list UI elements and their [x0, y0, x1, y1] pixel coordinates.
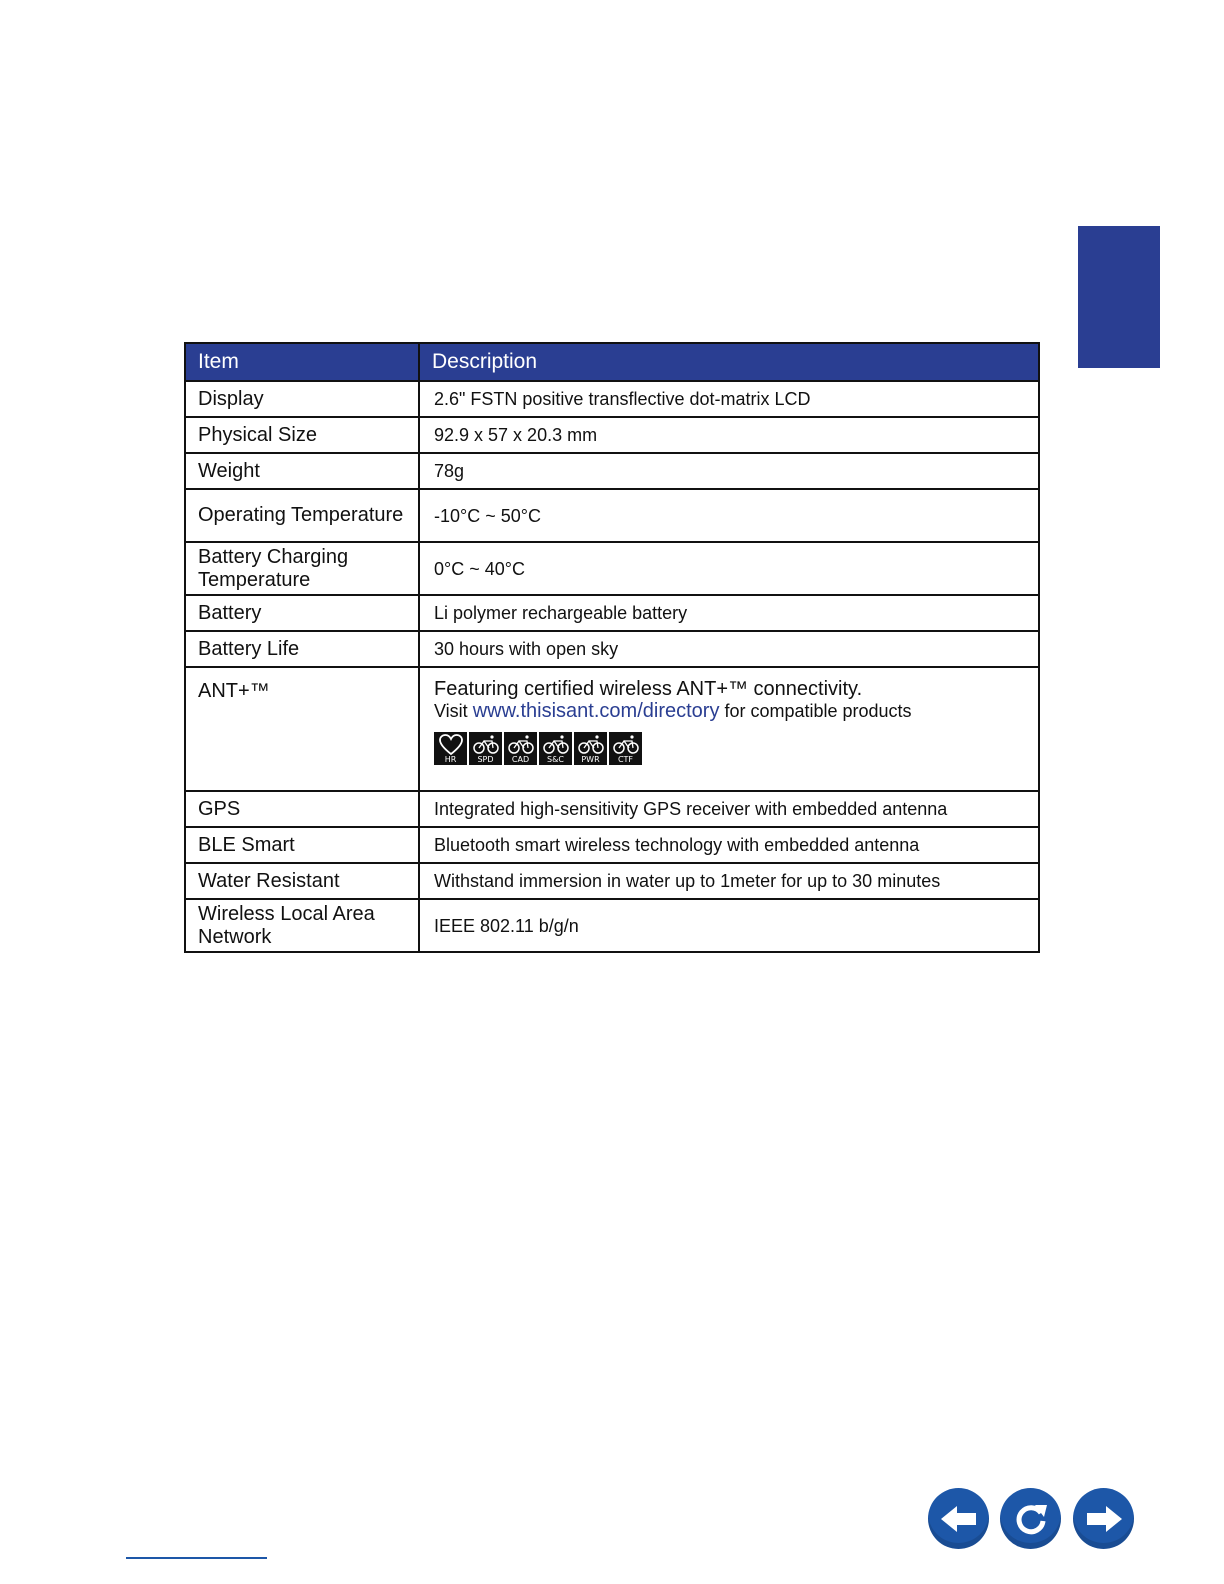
row-description: 2.6" FSTN positive transflective dot-matrix LCD	[419, 381, 1039, 417]
badge-label: CTF	[617, 755, 634, 764]
ant-visit-line	[434, 700, 1024, 722]
table-header-row	[185, 343, 1039, 381]
header-description: Description	[419, 343, 1039, 381]
badge-label: SPD	[477, 755, 494, 764]
table-row	[185, 542, 1039, 595]
table-row	[185, 417, 1039, 453]
badge-label: CAD	[511, 755, 530, 764]
ant-badge-pwr	[574, 732, 607, 765]
bike-icon	[612, 734, 640, 756]
row-description: 92.9 x 57 x 20.3 mm	[419, 417, 1039, 453]
bike-icon	[472, 734, 500, 756]
table-row	[185, 827, 1039, 863]
row-item: Water Resistant	[185, 863, 419, 899]
footer-rule	[126, 1557, 267, 1559]
row-item: GPS	[185, 791, 419, 827]
badge-label: PWR	[581, 755, 600, 764]
row-item: BLE Smart	[185, 827, 419, 863]
bike-icon	[507, 734, 535, 756]
table-row	[185, 791, 1039, 827]
ant-link-suffix: for compatible products	[724, 701, 912, 721]
row-description: 0°C ~ 40°C	[419, 542, 1039, 595]
table-row	[185, 489, 1039, 542]
next-page-button[interactable]	[1073, 1488, 1134, 1549]
row-item: Operating Temperature	[185, 489, 419, 542]
row-description: -10°C ~ 50°C	[419, 489, 1039, 542]
previous-page-button[interactable]	[928, 1488, 989, 1549]
table-row	[185, 595, 1039, 631]
row-description: IEEE 802.11 b/g/n	[419, 899, 1039, 952]
badge-label: HR	[444, 755, 457, 764]
row-description: Integrated high-sensitivity GPS receiver with embedded antenna	[419, 791, 1039, 827]
row-description: 30 hours with open sky	[419, 631, 1039, 667]
row-item: Wireless Local Area Network	[185, 899, 419, 952]
row-item: Weight	[185, 453, 419, 489]
ant-directory-link[interactable]: www.thisisant.com/directory	[472, 700, 720, 722]
spec-table	[184, 342, 1040, 953]
ant-badge-spd	[469, 732, 502, 765]
table-row	[185, 631, 1039, 667]
table-row-ant	[185, 667, 1039, 791]
ant-visit-label: Visit	[434, 701, 468, 721]
row-item: Physical Size	[185, 417, 419, 453]
row-description: Withstand immersion in water up to 1meter for up to 30 minutes	[419, 863, 1039, 899]
row-item: Battery Life	[185, 631, 419, 667]
row-item: Battery Charging Temperature	[185, 542, 419, 595]
bike-icon	[542, 734, 570, 756]
header-item: Item	[185, 343, 419, 381]
reload-button[interactable]	[1000, 1488, 1061, 1549]
ant-badge-hr	[434, 732, 467, 765]
ant-badge-sc	[539, 732, 572, 765]
row-item: Battery	[185, 595, 419, 631]
row-item: ANT+™	[185, 667, 419, 791]
badge-label: S&C	[547, 755, 564, 764]
row-description: Li polymer rechargeable battery	[419, 595, 1039, 631]
chapter-side-tab	[1078, 226, 1160, 368]
row-description: 78g	[419, 453, 1039, 489]
row-description	[419, 667, 1039, 791]
ant-badge-ctf	[609, 732, 642, 765]
bike-icon	[577, 734, 605, 756]
arrow-right-icon	[1084, 1504, 1124, 1534]
reload-icon	[1011, 1499, 1051, 1539]
ant-badge-cad	[504, 732, 537, 765]
ant-badge-row	[434, 732, 1024, 765]
table-row	[185, 381, 1039, 417]
heart-icon	[438, 734, 464, 756]
arrow-left-icon	[939, 1504, 979, 1534]
table-row	[185, 899, 1039, 952]
row-description: Bluetooth smart wireless technology with embedded antenna	[419, 827, 1039, 863]
row-item: Display	[185, 381, 419, 417]
table-row	[185, 453, 1039, 489]
table-row	[185, 863, 1039, 899]
ant-description: Featuring certified wireless ANT+™ connectivity.	[434, 678, 863, 700]
